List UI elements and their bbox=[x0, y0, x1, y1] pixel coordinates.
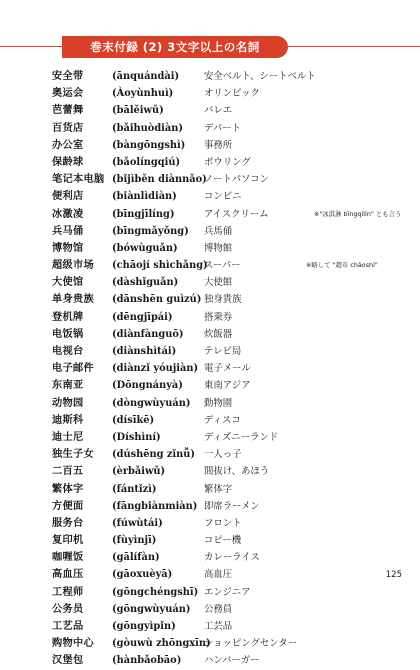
entry-meaning: ボウリング bbox=[204, 156, 251, 168]
entry-meaning: オリンピック bbox=[204, 88, 260, 100]
vocab-entry bbox=[52, 85, 392, 102]
entry-hanzi: 高血压 bbox=[52, 568, 84, 581]
vocab-entry bbox=[52, 515, 392, 532]
entry-pinyin: (bàngōngshì) bbox=[112, 139, 186, 151]
entry-pinyin: (fántǐzì) bbox=[112, 483, 157, 495]
entry-meaning: 東南アジア bbox=[204, 380, 251, 392]
vocab-entry bbox=[52, 618, 392, 635]
entry-hanzi: 电视台 bbox=[52, 345, 84, 357]
entry-hanzi: 百货店 bbox=[52, 121, 84, 134]
entry-hanzi: 迪斯科 bbox=[52, 413, 84, 426]
vocab-entry bbox=[52, 274, 392, 291]
vocab-entry bbox=[52, 102, 392, 119]
entry-hanzi: 奥运会 bbox=[52, 87, 84, 100]
vocab-entry bbox=[52, 154, 392, 171]
vocab-entry bbox=[52, 206, 402, 223]
entry-hanzi: 便利店 bbox=[52, 190, 84, 203]
entry-pinyin: (dísīkē) bbox=[112, 414, 155, 426]
vocab-entry bbox=[52, 309, 392, 326]
entry-meaning: 搭乗券 bbox=[204, 311, 233, 323]
page-number: 125 bbox=[385, 570, 402, 580]
entry-pinyin: (biànlìdiàn) bbox=[112, 191, 177, 203]
entry-pinyin: (fùyìnjī) bbox=[112, 535, 157, 547]
vocab-entry bbox=[52, 188, 392, 205]
vocab-entry bbox=[52, 120, 392, 137]
entry-meaning: 独身貴族 bbox=[204, 294, 242, 306]
entry-hanzi: 工程师 bbox=[52, 585, 84, 598]
vocab-entry bbox=[52, 429, 392, 446]
entry-meaning: 繁体字 bbox=[204, 483, 233, 495]
entry-hanzi: 笔记本电脑 bbox=[52, 173, 105, 186]
entry-hanzi: 二百五 bbox=[52, 465, 84, 478]
entry-pinyin: (bówùguǎn) bbox=[112, 242, 178, 254]
vocab-entry bbox=[52, 498, 392, 515]
entry-meaning: ディスコ bbox=[204, 414, 241, 426]
entry-meaning: ショッピングセンター bbox=[204, 638, 297, 650]
entry-meaning: アイスクリーム bbox=[204, 208, 269, 220]
entry-meaning: コンビニ bbox=[204, 191, 242, 203]
entry-pinyin: (bǐjìběn diànnǎo) bbox=[112, 174, 207, 186]
entry-meaning: 安全ベルト、シートベルト bbox=[204, 71, 316, 82]
entry-hanzi: 电子邮件 bbox=[52, 362, 94, 375]
entry-pinyin: (chāojí shìchǎng) bbox=[112, 260, 208, 272]
entry-meaning: テレビ局 bbox=[204, 346, 242, 357]
entry-pinyin: (gòuwù zhōngxīn) bbox=[112, 638, 211, 650]
vocab-entry bbox=[52, 137, 392, 154]
vocab-entry bbox=[52, 171, 392, 188]
entry-meaning: 事務所 bbox=[204, 139, 233, 151]
entry-pinyin: (Díshìní) bbox=[112, 431, 161, 443]
entry-hanzi: 动物园 bbox=[52, 396, 84, 409]
entry-pinyin: (dàshǐguǎn) bbox=[112, 277, 179, 289]
vocab-entry bbox=[52, 412, 392, 429]
vocab-entry bbox=[52, 566, 392, 583]
vocab-entry bbox=[52, 360, 392, 377]
vocab-entry bbox=[52, 446, 392, 463]
entry-hanzi: 购物中心 bbox=[52, 637, 94, 650]
entry-meaning: 博物館 bbox=[204, 242, 233, 254]
entry-hanzi: 安全带 bbox=[52, 70, 84, 82]
entry-pinyin: (fāngbiànmiàn) bbox=[112, 500, 198, 512]
entry-hanzi: 东南亚 bbox=[52, 379, 84, 392]
vocab-entry bbox=[52, 532, 392, 549]
entry-meaning: 一人っ子 bbox=[204, 449, 242, 461]
entry-pinyin: (bǎolíngqiú) bbox=[112, 156, 181, 168]
section-title: 巻末付録 (2) 3文字以上の名詞 bbox=[62, 36, 288, 58]
entry-meaning: 工芸品 bbox=[204, 621, 233, 632]
entry-meaning: 間抜け、あほう bbox=[204, 466, 270, 478]
entry-pinyin: (diànshìtái) bbox=[112, 346, 177, 357]
entry-meaning: ハンバーガー bbox=[204, 655, 260, 667]
vocab-entry bbox=[52, 601, 392, 618]
entry-meaning: コピー機 bbox=[204, 535, 242, 547]
entry-meaning: デパート bbox=[204, 122, 241, 134]
entry-hanzi: 单身贵族 bbox=[52, 293, 94, 306]
vocab-entry bbox=[52, 549, 392, 566]
entry-pinyin: (dānshēn guìzú) bbox=[112, 294, 202, 306]
entry-hanzi: 繁体字 bbox=[52, 482, 84, 495]
entry-pinyin: (diànzǐ yóujiàn) bbox=[112, 363, 199, 375]
vocab-entry bbox=[52, 326, 392, 343]
entry-pinyin: (dúshēng zǐnǚ) bbox=[112, 449, 196, 461]
vocab-entry bbox=[52, 377, 392, 394]
entry-pinyin: (fúwùtái) bbox=[112, 517, 163, 529]
entry-meaning: 電子メール bbox=[204, 363, 251, 375]
entry-hanzi: 兵马俑 bbox=[52, 224, 84, 237]
entry-meaning: ディズニーランド bbox=[204, 431, 279, 443]
entry-hanzi: 工艺品 bbox=[52, 620, 84, 632]
entry-pinyin: (gōngwùyuán) bbox=[112, 603, 191, 615]
entry-pinyin: (Àoyùnhuì) bbox=[112, 88, 174, 100]
entry-pinyin: (gālífàn) bbox=[112, 552, 160, 564]
entry-hanzi: 保龄球 bbox=[52, 155, 84, 168]
entry-meaning: フロント bbox=[204, 517, 242, 529]
vocab-entry bbox=[52, 257, 392, 274]
header-rule-right bbox=[288, 46, 420, 47]
entry-hanzi: 登机牌 bbox=[52, 310, 84, 323]
entry-pinyin: (bīngmǎyǒng) bbox=[112, 225, 189, 237]
entry-note: ※"冰淇淋 bīngqílín" とも言う bbox=[314, 209, 402, 218]
entry-hanzi: 公务员 bbox=[52, 602, 84, 615]
entry-meaning: カレーライス bbox=[204, 552, 260, 564]
vocab-entry bbox=[52, 635, 392, 652]
vocab-entry bbox=[52, 584, 392, 601]
entry-pinyin: (bǎihuòdiàn) bbox=[112, 122, 184, 134]
vocab-entry bbox=[52, 481, 392, 498]
vocab-entry bbox=[52, 463, 392, 480]
entry-pinyin: (bīngjīlíng) bbox=[112, 208, 175, 220]
vocab-entry bbox=[52, 652, 392, 669]
vocab-entry bbox=[52, 395, 392, 412]
entry-meaning: 高血圧 bbox=[204, 569, 233, 581]
entry-meaning: バレエ bbox=[204, 105, 233, 117]
entry-hanzi: 冰激凌 bbox=[52, 207, 84, 220]
entry-hanzi: 大使馆 bbox=[52, 276, 84, 289]
entry-meaning: ノートパソコン bbox=[204, 174, 269, 186]
entry-hanzi: 超级市场 bbox=[52, 259, 94, 272]
entry-meaning: 兵馬俑 bbox=[204, 225, 233, 237]
entry-pinyin: (dēngjīpái) bbox=[112, 311, 173, 323]
entry-pinyin: (diànfànguō) bbox=[112, 328, 184, 340]
entry-hanzi: 博物馆 bbox=[52, 241, 84, 254]
entry-meaning: 大使館 bbox=[204, 277, 233, 289]
entry-hanzi: 芭蕾舞 bbox=[52, 104, 84, 117]
entry-pinyin: (gāoxuèyā) bbox=[112, 569, 173, 581]
entry-hanzi: 独生子女 bbox=[52, 448, 94, 461]
entry-hanzi: 办公室 bbox=[52, 138, 84, 151]
entry-hanzi: 汉堡包 bbox=[52, 654, 84, 667]
entry-hanzi: 方便面 bbox=[52, 499, 84, 512]
entry-note: ※略して "超市 chāoshì" bbox=[306, 261, 378, 270]
entry-pinyin: (bālěiwǔ) bbox=[112, 105, 164, 117]
entry-meaning: 動物園 bbox=[204, 397, 233, 409]
entry-pinyin: (èrbǎiwǔ) bbox=[112, 466, 166, 478]
entry-meaning: エンジニア bbox=[204, 586, 251, 598]
vocab-entry bbox=[52, 223, 392, 240]
entry-hanzi: 迪士尼 bbox=[52, 430, 84, 443]
entry-pinyin: (dòngwùyuán) bbox=[112, 397, 191, 409]
entry-pinyin: (Dōngnányà) bbox=[112, 380, 183, 392]
header-rule-left bbox=[0, 46, 62, 47]
entry-hanzi: 服务台 bbox=[52, 516, 84, 529]
entry-meaning: 公務員 bbox=[204, 603, 233, 615]
entry-pinyin: (ānquándài) bbox=[112, 71, 180, 82]
entry-meaning: 即席ラーメン bbox=[204, 500, 260, 512]
entry-pinyin: (gōngyìpǐn) bbox=[112, 621, 176, 632]
entry-pinyin: (gōngchéngshī) bbox=[112, 586, 199, 598]
vocab-entry bbox=[52, 68, 392, 85]
entry-pinyin: (hànbǎobāo) bbox=[112, 655, 182, 667]
entry-hanzi: 电饭锅 bbox=[52, 327, 84, 340]
entry-meaning: スーパー bbox=[204, 260, 241, 272]
entry-meaning: 炊飯器 bbox=[204, 328, 233, 340]
vocab-entry bbox=[52, 343, 392, 360]
entry-hanzi: 复印机 bbox=[52, 534, 84, 547]
entry-hanzi: 咖喱饭 bbox=[52, 551, 84, 564]
vocab-entry bbox=[52, 291, 392, 308]
vocab-entry bbox=[52, 240, 392, 257]
